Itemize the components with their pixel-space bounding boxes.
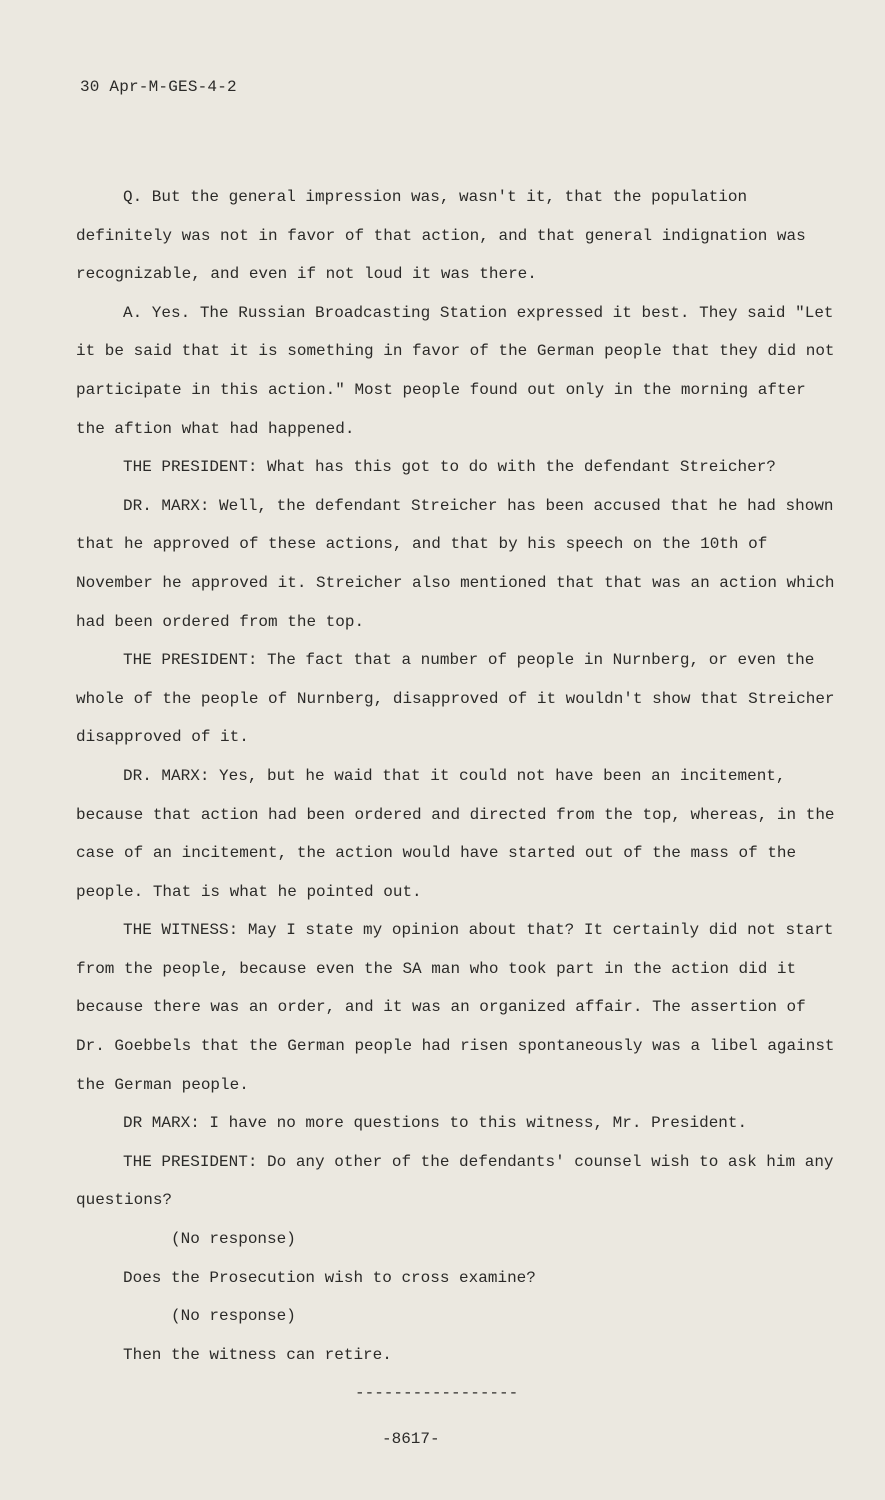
document-reference: 30 Apr-M-GES-4-2 bbox=[80, 78, 237, 96]
paragraph-marx-3: DR MARX: I have no more questions to this witness, Mr. President. bbox=[123, 1114, 748, 1133]
prosecution-question: Does the Prosecution wish to cross examine? bbox=[123, 1268, 536, 1287]
paragraph-marx-2: DR. MARX: Yes, but he waid that it could not have been an incitement, because that action had been ordered and directed from the top, whereas, in the case of an incitement, the action would have started out of the mass of the people. That is what he pointed out. bbox=[76, 766, 835, 901]
no-response-1: (No response) bbox=[171, 1230, 296, 1249]
divider-rule: ----------------- bbox=[355, 1384, 519, 1402]
paragraph-president-3: THE PRESIDENT: Do any other of the defendants' counsel wish to ask him any questions? bbox=[76, 1152, 834, 1210]
paragraph-answer: A. Yes. The Russian Broadcasting Station expressed it best. They said "Let it be said that it is something in favor of the German people that they did not participate in this action." Most people found out only in the morning after the aftion what had happened. bbox=[76, 303, 835, 438]
paragraph-question: Q. But the general impression was, wasn't it, that the population definitely was not in favor of that action, and that general indignation was recognizable, and even if not loud it was there. bbox=[76, 188, 806, 284]
closing-statement: Then the witness can retire. bbox=[123, 1345, 392, 1364]
paragraph-president-2: THE PRESIDENT: The fact that a number of people in Nurnberg, or even the whole of the people of Nurnberg, disapproved of it wouldn't show that Streicher disapproved of it. bbox=[76, 651, 835, 747]
transcript-body bbox=[76, 178, 838, 1374]
no-response-2: (No response) bbox=[171, 1307, 296, 1326]
page-number: -8617- bbox=[382, 1430, 440, 1448]
paragraph-marx-1: DR. MARX: Well, the defendant Streicher has been accused that he had shown that he approved of these actions, and that by his speech on the 10th of November he approved it. Streicher also mentioned that that was an action which had been ordered from the top. bbox=[76, 496, 835, 631]
paragraph-president-1: THE PRESIDENT: What has this got to do with the defendant Streicher? bbox=[123, 458, 776, 477]
paragraph-witness: THE WITNESS: May I state my opinion about that? It certainly did not start from the people, because even the SA man who took part in the action did it because there was an order, and it was an organized affair. The assertion of Dr. Goebbels that the German people had risen spontaneously was a libel against the German people. bbox=[76, 921, 835, 1094]
